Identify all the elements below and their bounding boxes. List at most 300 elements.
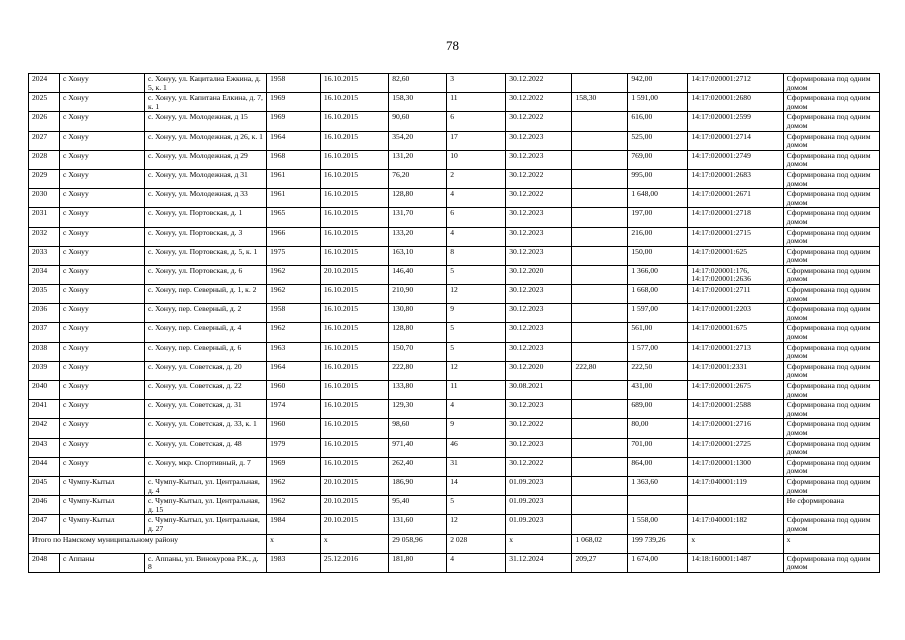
- cell-land-status: Сформирована под одним домом: [783, 131, 879, 150]
- table-row: [29, 457, 880, 476]
- cell-area: 131,70: [389, 208, 447, 227]
- cell-locality: с Хонуу: [60, 265, 145, 284]
- table-row: [29, 131, 880, 150]
- cell-resettled-area: [572, 208, 628, 227]
- cell-planned-date: 30.12.2023: [506, 438, 572, 457]
- cell-area: 90,60: [389, 112, 447, 131]
- cell-planned-date: 01.09.2023: [506, 515, 572, 534]
- table-row: [29, 150, 880, 169]
- cell-cadastral-number: 14:17:020001:2718: [688, 208, 783, 227]
- cell-recognition-date: 20.10.2015: [320, 496, 388, 515]
- cell-area: 181,80: [389, 553, 447, 572]
- cell-cadastral-number: 14:17:020001:2675: [688, 381, 783, 400]
- cell-year-built: 1969: [267, 93, 321, 112]
- cell-row-number: 2033: [29, 246, 60, 265]
- cell-recognition-date: 20.10.2015: [320, 265, 388, 284]
- cell-cadastral-number: 14:18:160001:1487: [688, 553, 783, 572]
- cell-cost: 222,50: [628, 361, 688, 380]
- cell-residents-count: 9: [447, 304, 506, 323]
- cell-area: 146,40: [389, 265, 447, 284]
- cell-locality: с Хонуу: [60, 112, 145, 131]
- cell-land-status: Сформирована под одним домом: [783, 169, 879, 188]
- cell-cost: 525,00: [628, 131, 688, 150]
- cell-resettled-area: [572, 131, 628, 150]
- table-row: [29, 208, 880, 227]
- cell-cadastral-number: 14:17:020001:2716: [688, 419, 783, 438]
- cell-planned-date: 30.12.2020: [506, 265, 572, 284]
- cell-cost: 1 558,00: [628, 515, 688, 534]
- cell-locality: с Хонуу: [60, 93, 145, 112]
- cell-recognition-date: 16.10.2015: [320, 400, 388, 419]
- cell-residents-count: 14: [447, 476, 506, 495]
- cell-cadastral-number: [688, 496, 783, 515]
- cell-cost: 1 591,00: [628, 93, 688, 112]
- total-fact: 1 068,02: [572, 534, 628, 553]
- cell-row-number: 2040: [29, 381, 60, 400]
- cell-year-built: 1974: [267, 400, 321, 419]
- cell-area: 82,60: [389, 74, 447, 93]
- cell-locality: с Хонуу: [60, 131, 145, 150]
- cell-address: с. Хонуу, ул. Молодежная, д 26, к. 1: [144, 131, 266, 150]
- cell-resettled-area: [572, 476, 628, 495]
- cell-row-number: 2030: [29, 189, 60, 208]
- cell-area: 971,40: [389, 438, 447, 457]
- cell-row-number: 2048: [29, 553, 60, 572]
- total-label: Итого по Намскому муниципальному району: [29, 534, 267, 553]
- cell-cadastral-number: 14:17:020001:675: [688, 323, 783, 342]
- cell-resettled-area: [572, 150, 628, 169]
- housing-registry-table: [28, 73, 880, 573]
- cell-land-status: Сформирована под одним домом: [783, 361, 879, 380]
- cell-cadastral-number: 14:17:020001:2715: [688, 227, 783, 246]
- cell-land-status: Сформирована под одним домом: [783, 438, 879, 457]
- table-row: [29, 361, 880, 380]
- cell-row-number: 2028: [29, 150, 60, 169]
- cell-residents-count: 2: [447, 169, 506, 188]
- cell-recognition-date: 16.10.2015: [320, 131, 388, 150]
- cell-cost: 701,00: [628, 438, 688, 457]
- cell-land-status: Сформирована под одним домом: [783, 246, 879, 265]
- cell-address: с. Хонуу, ул. Молодежная, д 29: [144, 150, 266, 169]
- total-area: 29 058,96: [389, 534, 447, 553]
- cell-year-built: 1960: [267, 419, 321, 438]
- cell-locality: с Хонуу: [60, 189, 145, 208]
- cell-locality: с Хонуу: [60, 457, 145, 476]
- cell-row-number: 2044: [29, 457, 60, 476]
- cell-row-number: 2025: [29, 93, 60, 112]
- cell-land-status: Сформирована под одним домом: [783, 457, 879, 476]
- cell-land-status: Сформирована под одним домом: [783, 515, 879, 534]
- cell-planned-date: 30.12.2023: [506, 246, 572, 265]
- cell-cost: 769,00: [628, 150, 688, 169]
- cell-row-number: 2032: [29, 227, 60, 246]
- cell-address: с. Хонуу, мкр. Спортивный, д. 7: [144, 457, 266, 476]
- cell-recognition-date: 16.10.2015: [320, 457, 388, 476]
- cell-address: с. Хонуу, ул. Советская, д. 20: [144, 361, 266, 380]
- cell-year-built: 1962: [267, 323, 321, 342]
- cell-resettled-area: [572, 419, 628, 438]
- table-row: [29, 304, 880, 323]
- cell-address: с. Хонуу, ул. Советская, д. 22: [144, 381, 266, 400]
- cell-cadastral-number: 14:17:020001:2713: [688, 342, 783, 361]
- table-row: [29, 476, 880, 495]
- cell-planned-date: 30.12.2022: [506, 74, 572, 93]
- cell-address: с. Хонуу, пер. Северный, д. 6: [144, 342, 266, 361]
- cell-planned-date: 30.12.2023: [506, 131, 572, 150]
- cell-planned-date: 30.12.2020: [506, 361, 572, 380]
- cell-cost: 1 648,00: [628, 189, 688, 208]
- cell-recognition-date: 16.10.2015: [320, 208, 388, 227]
- cell-planned-date: 30.12.2022: [506, 169, 572, 188]
- cell-planned-date: 30.12.2023: [506, 304, 572, 323]
- cell-year-built: 1975: [267, 246, 321, 265]
- cell-resettled-area: [572, 438, 628, 457]
- cell-cost: 864,00: [628, 457, 688, 476]
- table-row: [29, 323, 880, 342]
- cell-land-status: Сформирована под одним домом: [783, 189, 879, 208]
- cell-recognition-date: 20.10.2015: [320, 476, 388, 495]
- cell-year-built: 1961: [267, 169, 321, 188]
- cell-area: 354,20: [389, 131, 447, 150]
- cell-residents-count: 12: [447, 361, 506, 380]
- cell-recognition-date: 16.10.2015: [320, 419, 388, 438]
- cell-cost: 431,00: [628, 381, 688, 400]
- total-date: x: [320, 534, 388, 553]
- table-row: [29, 419, 880, 438]
- cell-row-number: 2029: [29, 169, 60, 188]
- cell-address: с. Хонуу, ул. Кациталиа Ежкина, д. 5, к. 1: [144, 74, 266, 93]
- cell-row-number: 2041: [29, 400, 60, 419]
- table-row: [29, 381, 880, 400]
- table-row: [29, 553, 880, 572]
- cell-resettled-area: 158,30: [572, 93, 628, 112]
- cell-cadastral-number: 14:17:020001:176, 14:17:020001:2636: [688, 265, 783, 284]
- cell-cadastral-number: 14:17:020001:2749: [688, 150, 783, 169]
- cell-row-number: 2038: [29, 342, 60, 361]
- cell-row-number: 2047: [29, 515, 60, 534]
- table-row: [29, 342, 880, 361]
- cell-cost: 150,00: [628, 246, 688, 265]
- table-row: [29, 285, 880, 304]
- cell-planned-date: 30.12.2022: [506, 112, 572, 131]
- cell-cost: 1 366,00: [628, 265, 688, 284]
- cell-area: 95,40: [389, 496, 447, 515]
- table-row: [29, 112, 880, 131]
- cell-locality: с Хонуу: [60, 285, 145, 304]
- cell-locality: с Хонуу: [60, 361, 145, 380]
- cell-residents-count: 11: [447, 381, 506, 400]
- cell-cadastral-number: 14:17:020001:2683: [688, 169, 783, 188]
- table-row: [29, 93, 880, 112]
- cell-recognition-date: 16.10.2015: [320, 246, 388, 265]
- cell-year-built: 1983: [267, 553, 321, 572]
- cell-address: с. Чумпу-Кытыл, ул. Центральная, д. 27: [144, 515, 266, 534]
- cell-planned-date: 30.12.2023: [506, 342, 572, 361]
- table-row: [29, 169, 880, 188]
- cell-planned-date: 30.12.2023: [506, 150, 572, 169]
- cell-land-status: Сформирована под одним домом: [783, 112, 879, 131]
- table-row: [29, 74, 880, 93]
- cell-locality: с Хонуу: [60, 419, 145, 438]
- cell-planned-date: 30.12.2022: [506, 93, 572, 112]
- cell-year-built: 1964: [267, 131, 321, 150]
- cell-land-status: Сформирована под одним домом: [783, 381, 879, 400]
- cell-cadastral-number: 14:17:020001:625: [688, 246, 783, 265]
- cell-residents-count: 5: [447, 265, 506, 284]
- cell-resettled-area: [572, 285, 628, 304]
- cell-year-built: 1966: [267, 227, 321, 246]
- cell-area: 158,30: [389, 93, 447, 112]
- cell-resettled-area: [572, 323, 628, 342]
- total-status: x: [783, 534, 879, 553]
- cell-address: с. Хонуу, ул. Портовская, д. 1: [144, 208, 266, 227]
- table-row: [29, 496, 880, 515]
- cell-planned-date: 01.09.2023: [506, 476, 572, 495]
- cell-address: с. Хонуу, ул. Портовская, д. 3: [144, 227, 266, 246]
- cell-row-number: 2042: [29, 419, 60, 438]
- cell-cost: 616,00: [628, 112, 688, 131]
- cell-land-status: Сформирована под одним домом: [783, 150, 879, 169]
- table-row: [29, 265, 880, 284]
- cell-planned-date: 30.12.2023: [506, 227, 572, 246]
- total-cad: x: [688, 534, 783, 553]
- cell-resettled-area: [572, 304, 628, 323]
- cell-residents-count: 5: [447, 496, 506, 515]
- cell-year-built: 1961: [267, 189, 321, 208]
- cell-cost: 197,00: [628, 208, 688, 227]
- cell-cost: 80,00: [628, 419, 688, 438]
- cell-planned-date: 30.08.2021: [506, 381, 572, 400]
- cell-residents-count: 3: [447, 74, 506, 93]
- cell-residents-count: 5: [447, 342, 506, 361]
- cell-recognition-date: 16.10.2015: [320, 323, 388, 342]
- cell-cadastral-number: 14:17:020001:2712: [688, 74, 783, 93]
- total-sum: 199 739,26: [628, 534, 688, 553]
- cell-cost: 1 597,00: [628, 304, 688, 323]
- cell-year-built: 1964: [267, 361, 321, 380]
- cell-resettled-area: [572, 189, 628, 208]
- cell-area: 128,80: [389, 323, 447, 342]
- cell-residents-count: 4: [447, 227, 506, 246]
- cell-resettled-area: [572, 342, 628, 361]
- table-row: [29, 189, 880, 208]
- cell-area: 130,80: [389, 304, 447, 323]
- cell-recognition-date: 16.10.2015: [320, 189, 388, 208]
- table-row: [29, 438, 880, 457]
- cell-area: 186,90: [389, 476, 447, 495]
- cell-locality: с Хонуу: [60, 208, 145, 227]
- cell-resettled-area: [572, 227, 628, 246]
- cell-cadastral-number: 14:17:040001:119: [688, 476, 783, 495]
- cell-year-built: 1969: [267, 112, 321, 131]
- total-cnt: 2 028: [447, 534, 506, 553]
- cell-address: с. Чумпу-Кытыл, ул. Центральная, д. 4: [144, 476, 266, 495]
- table-row: [29, 400, 880, 419]
- cell-cost: 1 668,00: [628, 285, 688, 304]
- total-plan: x: [506, 534, 572, 553]
- cell-recognition-date: 20.10.2015: [320, 515, 388, 534]
- cell-planned-date: 30.12.2023: [506, 208, 572, 227]
- cell-land-status: Сформирована под одним домом: [783, 476, 879, 495]
- cell-recognition-date: 16.10.2015: [320, 361, 388, 380]
- cell-land-status: Сформирована под одним домом: [783, 74, 879, 93]
- cell-land-status: Сформирована под одним домом: [783, 208, 879, 227]
- cell-recognition-date: 16.10.2015: [320, 112, 388, 131]
- cell-address: с. Хонуу, ул. Советская, д. 31: [144, 400, 266, 419]
- cell-cost: 561,00: [628, 323, 688, 342]
- cell-area: 98,60: [389, 419, 447, 438]
- cell-cadastral-number: 14:17:020001:2680: [688, 93, 783, 112]
- cell-resettled-area: [572, 496, 628, 515]
- cell-resettled-area: [572, 169, 628, 188]
- cell-cadastral-number: 14:17:020001:2711: [688, 285, 783, 304]
- cell-row-number: 2037: [29, 323, 60, 342]
- cell-area: 262,40: [389, 457, 447, 476]
- cell-recognition-date: 16.10.2015: [320, 169, 388, 188]
- cell-year-built: 1963: [267, 342, 321, 361]
- cell-year-built: 1969: [267, 457, 321, 476]
- cell-address: с. Хонуу, ул. Молодежная, д 33: [144, 189, 266, 208]
- cell-cadastral-number: 14:17:020001:1300: [688, 457, 783, 476]
- cell-recognition-date: 16.10.2015: [320, 227, 388, 246]
- cell-row-number: 2026: [29, 112, 60, 131]
- cell-locality: с Хонуу: [60, 227, 145, 246]
- cell-year-built: 1962: [267, 496, 321, 515]
- cell-cost: 1 674,00: [628, 553, 688, 572]
- cell-row-number: 2036: [29, 304, 60, 323]
- cell-residents-count: 12: [447, 515, 506, 534]
- cell-address: с. Хонуу, пер. Северный, д. 1, к. 2: [144, 285, 266, 304]
- cell-recognition-date: 16.10.2015: [320, 150, 388, 169]
- cell-row-number: 2046: [29, 496, 60, 515]
- cell-cost: 216,00: [628, 227, 688, 246]
- cell-resettled-area: 222,80: [572, 361, 628, 380]
- cell-cadastral-number: 14:17:020001:2599: [688, 112, 783, 131]
- cell-area: 222,80: [389, 361, 447, 380]
- cell-recognition-date: 25.12.2016: [320, 553, 388, 572]
- cell-planned-date: 30.12.2023: [506, 285, 572, 304]
- cell-recognition-date: 16.10.2015: [320, 285, 388, 304]
- cell-year-built: 1965: [267, 208, 321, 227]
- cell-locality: с Хонуу: [60, 150, 145, 169]
- cell-planned-date: 30.12.2022: [506, 189, 572, 208]
- cell-row-number: 2043: [29, 438, 60, 457]
- cell-locality: с Хонуу: [60, 304, 145, 323]
- cell-residents-count: 46: [447, 438, 506, 457]
- cell-cadastral-number: 14:17:020001:2714: [688, 131, 783, 150]
- cell-row-number: 2039: [29, 361, 60, 380]
- page-number: 78: [446, 38, 459, 53]
- cell-year-built: 1958: [267, 304, 321, 323]
- cell-residents-count: 5: [447, 323, 506, 342]
- cell-area: 129,30: [389, 400, 447, 419]
- cell-planned-date: 30.12.2022: [506, 419, 572, 438]
- cell-land-status: Сформирована под одним домом: [783, 304, 879, 323]
- cell-address: с. Хонуу, ул. Молодежная, д 31: [144, 169, 266, 188]
- cell-land-status: Сформирована под одним домом: [783, 342, 879, 361]
- cell-year-built: 1968: [267, 150, 321, 169]
- cell-year-built: 1979: [267, 438, 321, 457]
- cell-land-status: Не сформирована: [783, 496, 879, 515]
- cell-residents-count: 11: [447, 93, 506, 112]
- cell-planned-date: 30.12.2022: [506, 457, 572, 476]
- cell-cadastral-number: 14:17:02001:2331: [688, 361, 783, 380]
- cell-recognition-date: 16.10.2015: [320, 342, 388, 361]
- cell-locality: с Хонуу: [60, 323, 145, 342]
- cell-address: с. Аппаны, ул. Винокурова Р.К., д. 8: [144, 553, 266, 572]
- total-year: x: [267, 534, 321, 553]
- cell-year-built: 1962: [267, 265, 321, 284]
- cell-residents-count: 31: [447, 457, 506, 476]
- cell-resettled-area: [572, 74, 628, 93]
- cell-residents-count: 4: [447, 553, 506, 572]
- table-body: [29, 74, 880, 573]
- cell-land-status: Сформирована под одним домом: [783, 400, 879, 419]
- cell-area: 133,80: [389, 381, 447, 400]
- cell-residents-count: 4: [447, 400, 506, 419]
- cell-address: с. Хонуу, ул. Портовская, д. 5, к. 1: [144, 246, 266, 265]
- cell-address: с. Хонуу, пер. Северный, д. 4: [144, 323, 266, 342]
- cell-locality: с Хонуу: [60, 438, 145, 457]
- cell-recognition-date: 16.10.2015: [320, 438, 388, 457]
- cell-residents-count: 17: [447, 131, 506, 150]
- cell-locality: с Хонуу: [60, 246, 145, 265]
- cell-area: 131,60: [389, 515, 447, 534]
- cell-year-built: 1960: [267, 381, 321, 400]
- cell-residents-count: 4: [447, 189, 506, 208]
- cell-land-status: Сформирована под одним домом: [783, 419, 879, 438]
- cell-year-built: 1984: [267, 515, 321, 534]
- cell-address: с. Чумпу-Кытыл, ул. Центральная, д. 15: [144, 496, 266, 515]
- cell-cadastral-number: 14:17:020001:2725: [688, 438, 783, 457]
- cell-cost: 995,00: [628, 169, 688, 188]
- cell-year-built: 1958: [267, 74, 321, 93]
- cell-resettled-area: [572, 457, 628, 476]
- cell-planned-date: 31.12.2024: [506, 553, 572, 572]
- cell-resettled-area: [572, 246, 628, 265]
- cell-residents-count: 9: [447, 419, 506, 438]
- cell-recognition-date: 16.10.2015: [320, 93, 388, 112]
- cell-locality: с Чумпу-Кытыл: [60, 476, 145, 495]
- cell-cadastral-number: 14:17:020001:2203: [688, 304, 783, 323]
- cell-land-status: Сформирована под одним домом: [783, 93, 879, 112]
- cell-resettled-area: [572, 381, 628, 400]
- cell-resettled-area: [572, 400, 628, 419]
- cell-area: 76,20: [389, 169, 447, 188]
- cell-recognition-date: 16.10.2015: [320, 381, 388, 400]
- cell-cadastral-number: 14:17:020001:2588: [688, 400, 783, 419]
- cell-locality: с Чумпу-Кытыл: [60, 515, 145, 534]
- cell-row-number: 2035: [29, 285, 60, 304]
- cell-row-number: 2031: [29, 208, 60, 227]
- cell-address: с. Хонуу, ул. Портовская, д. 6: [144, 265, 266, 284]
- table-row: [29, 227, 880, 246]
- cell-address: с. Хонуу, ул. Советская, д. 33, к. 1: [144, 419, 266, 438]
- cell-locality: с Хонуу: [60, 169, 145, 188]
- cell-land-status: Сформирована под одним домом: [783, 323, 879, 342]
- cell-locality: с Хонуу: [60, 342, 145, 361]
- cell-year-built: 1962: [267, 476, 321, 495]
- cell-address: с. Хонуу, ул. Капитана Елкина, д. 7, к. 1: [144, 93, 266, 112]
- cell-area: 131,20: [389, 150, 447, 169]
- cell-locality: с Аппаны: [60, 553, 145, 572]
- cell-locality: с Хонуу: [60, 381, 145, 400]
- cell-recognition-date: 16.10.2015: [320, 304, 388, 323]
- cell-resettled-area: [572, 265, 628, 284]
- cell-row-number: 2027: [29, 131, 60, 150]
- cell-residents-count: 6: [447, 112, 506, 131]
- cell-locality: с Чумпу-Кытыл: [60, 496, 145, 515]
